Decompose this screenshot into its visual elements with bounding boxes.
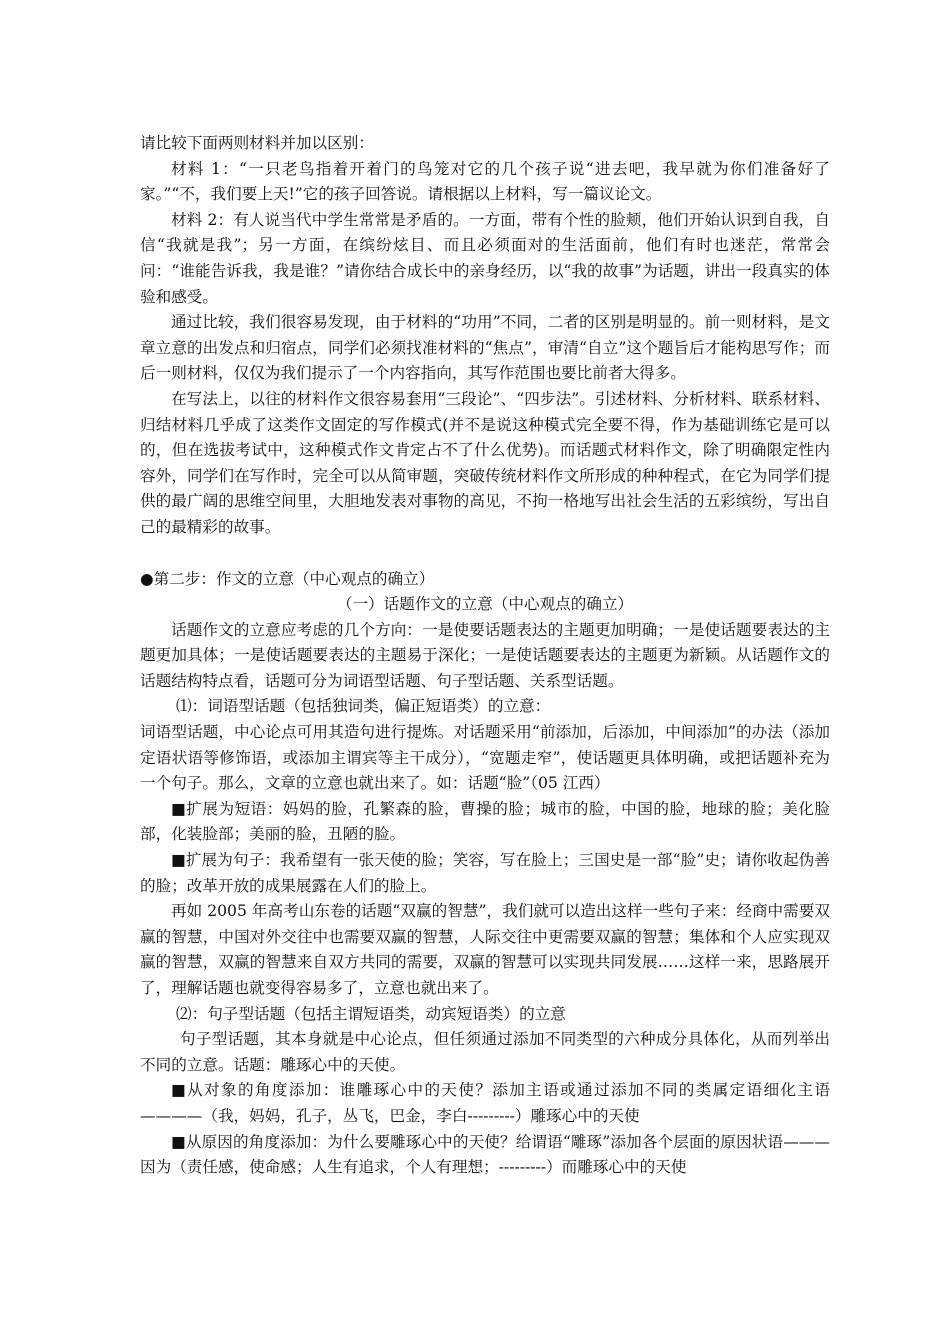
section-subheading: （一）话题作文的立意（中心观点的确立） [336,595,634,614]
expand-sentence-paragraph: ■扩展为句子：我希望有一张天使的脸；笑容，写在脸上；三国史是一部“脸”史；请你收起伪善的脸；改革开放的成果展露在人们的脸上。 [140,851,830,895]
step2-heading: ●第二步：作文的立意（中心观点的确立） [140,569,435,588]
directions-paragraph: 话题作文的立意应考虑的几个方向：一是使要话题表达的主题更加明确；一是使话题要表达的主题更加具体；一是使话题要表达的主题易于深化；一是使话题要表达的主题更为新颖。从话题作文的话题结构特点看，话题可分为词语型话题、句子型话题、关系型话题。 [140,620,830,690]
intro-line: 请比较下面两则材料并加以区别： [140,134,374,152]
writing-method-paragraph: 在写法上，以往的材料作文很容易套用“三段论”、“四步法”。引述材料、分析材料、联系材料、归结材料几乎成了这类作文固定的写作模式(并不是说这种模式完全要不得，作为基础训练它是可以的，但在选拔考试中，这种模式作文肯定占不了什么优势)。而话题式材料作文，除了明确限定性内容外，同学们在写作时，完全可以从简审题，突破传统材料作文所形成的种种程式，在它为同学们提供的最广阔的思维空间里，大胆地发表对事物的高见，不拘一格地写出社会生活的五彩缤纷，写出自己的最精彩的故事。 [140,389,830,536]
material-2-paragraph: 材料 2：有人说当代中学生常常是矛盾的。一方面，带有个性的脸颊，他们开始认识到自我，自信“我就是我”；另一方面，在缤纷炫目、而且必须面对的生活面前，他们有时也迷茫，常常会问：“谁能告诉我，我是谁？”请你结合成长中的亲身经历，以“我的故事”为话题，讲出一段真实的体验和感受。 [140,210,830,306]
expand-phrase-paragraph: ■扩展为短语：妈妈的脸，孔繁森的脸，曹操的脸；城市的脸，中国的脸，地球的脸；美化脸部，化装脸部；美丽的脸，丑陋的脸。 [140,799,830,844]
material-1-paragraph: 材料 1：“一只老鸟指着开着门的鸟笼对它的几个孩子说“进去吧，我早就为你们准备好了家。”“不，我们要上天!”它的孩子回答说。请根据以上材料，写一篇议论文。 [140,159,830,204]
comparison-paragraph: 通过比较，我们很容易发现，由于材料的“功用”不同，二者的区别是明显的。前一则材料，是文章立意的出发点和归宿点，同学们必须找准材料的“焦点”，审清“自立”这个题旨后才能构思写作；而后一则材料，仅仅为我们提示了一个内容指向，其写作范围也要比前者大得多。 [140,313,830,383]
item-2-body: 句子型话题，其本身就是中心论点，但任须通过添加不同类型的六种成分具体化，从而列举出不同的立意。话题：雕琢心中的天使。 [140,1030,830,1074]
object-angle-paragraph: ■从对象的角度添加：谁雕琢心中的天使？添加主语或通过添加不同的类属定语细化主语————（我，妈妈，孔子，丛飞，巴金，李白---------）雕琢心中的天使 [140,1081,830,1125]
item-1-body: 词语型话题，中心论点可用其造句进行提炼。对话题采用“前添加，后添加，中间添加”的办法（添加定语状语等修饰语，或添加主谓宾等主干成分），“宽题走窄”，使话题更具体明确，或把话题补充为一个句子。那么，文章的立意也就出来了。如：话题“脸”（05 江西） [140,723,830,793]
spacer [140,541,830,567]
document-body [140,131,830,1181]
item-2-title: ⑵：句子型话题（包括主谓短语类，动宾短语类）的立意 [176,1004,566,1023]
reason-angle-paragraph: ■从原因的角度添加：为什么要雕琢心中的天使？给谓语“雕琢”添加各个层面的原因状语———因为（责任感，使命感；人生有追求，个人有理想；---------）而雕琢心中的天使 [140,1132,830,1177]
item-1-title: ⑴：词语型话题（包括独词类，偏正短语类）的立意： [176,697,551,716]
win-win-paragraph: 再如 2005 年高考山东卷的话题“双赢的智慧”，我们就可以造出这样一些句子来：经商中需要双赢的智慧，中国对外交往中也需要双赢的智慧，人际交往中更需要双赢的智慧；集体和个人应实现双赢的智慧，双赢的智慧来自双方共同的需要，双赢的智慧可以实现共同发展……这样一来，思路展开了，理解话题也就变得容易多了，立意也就出来了。 [140,902,830,997]
